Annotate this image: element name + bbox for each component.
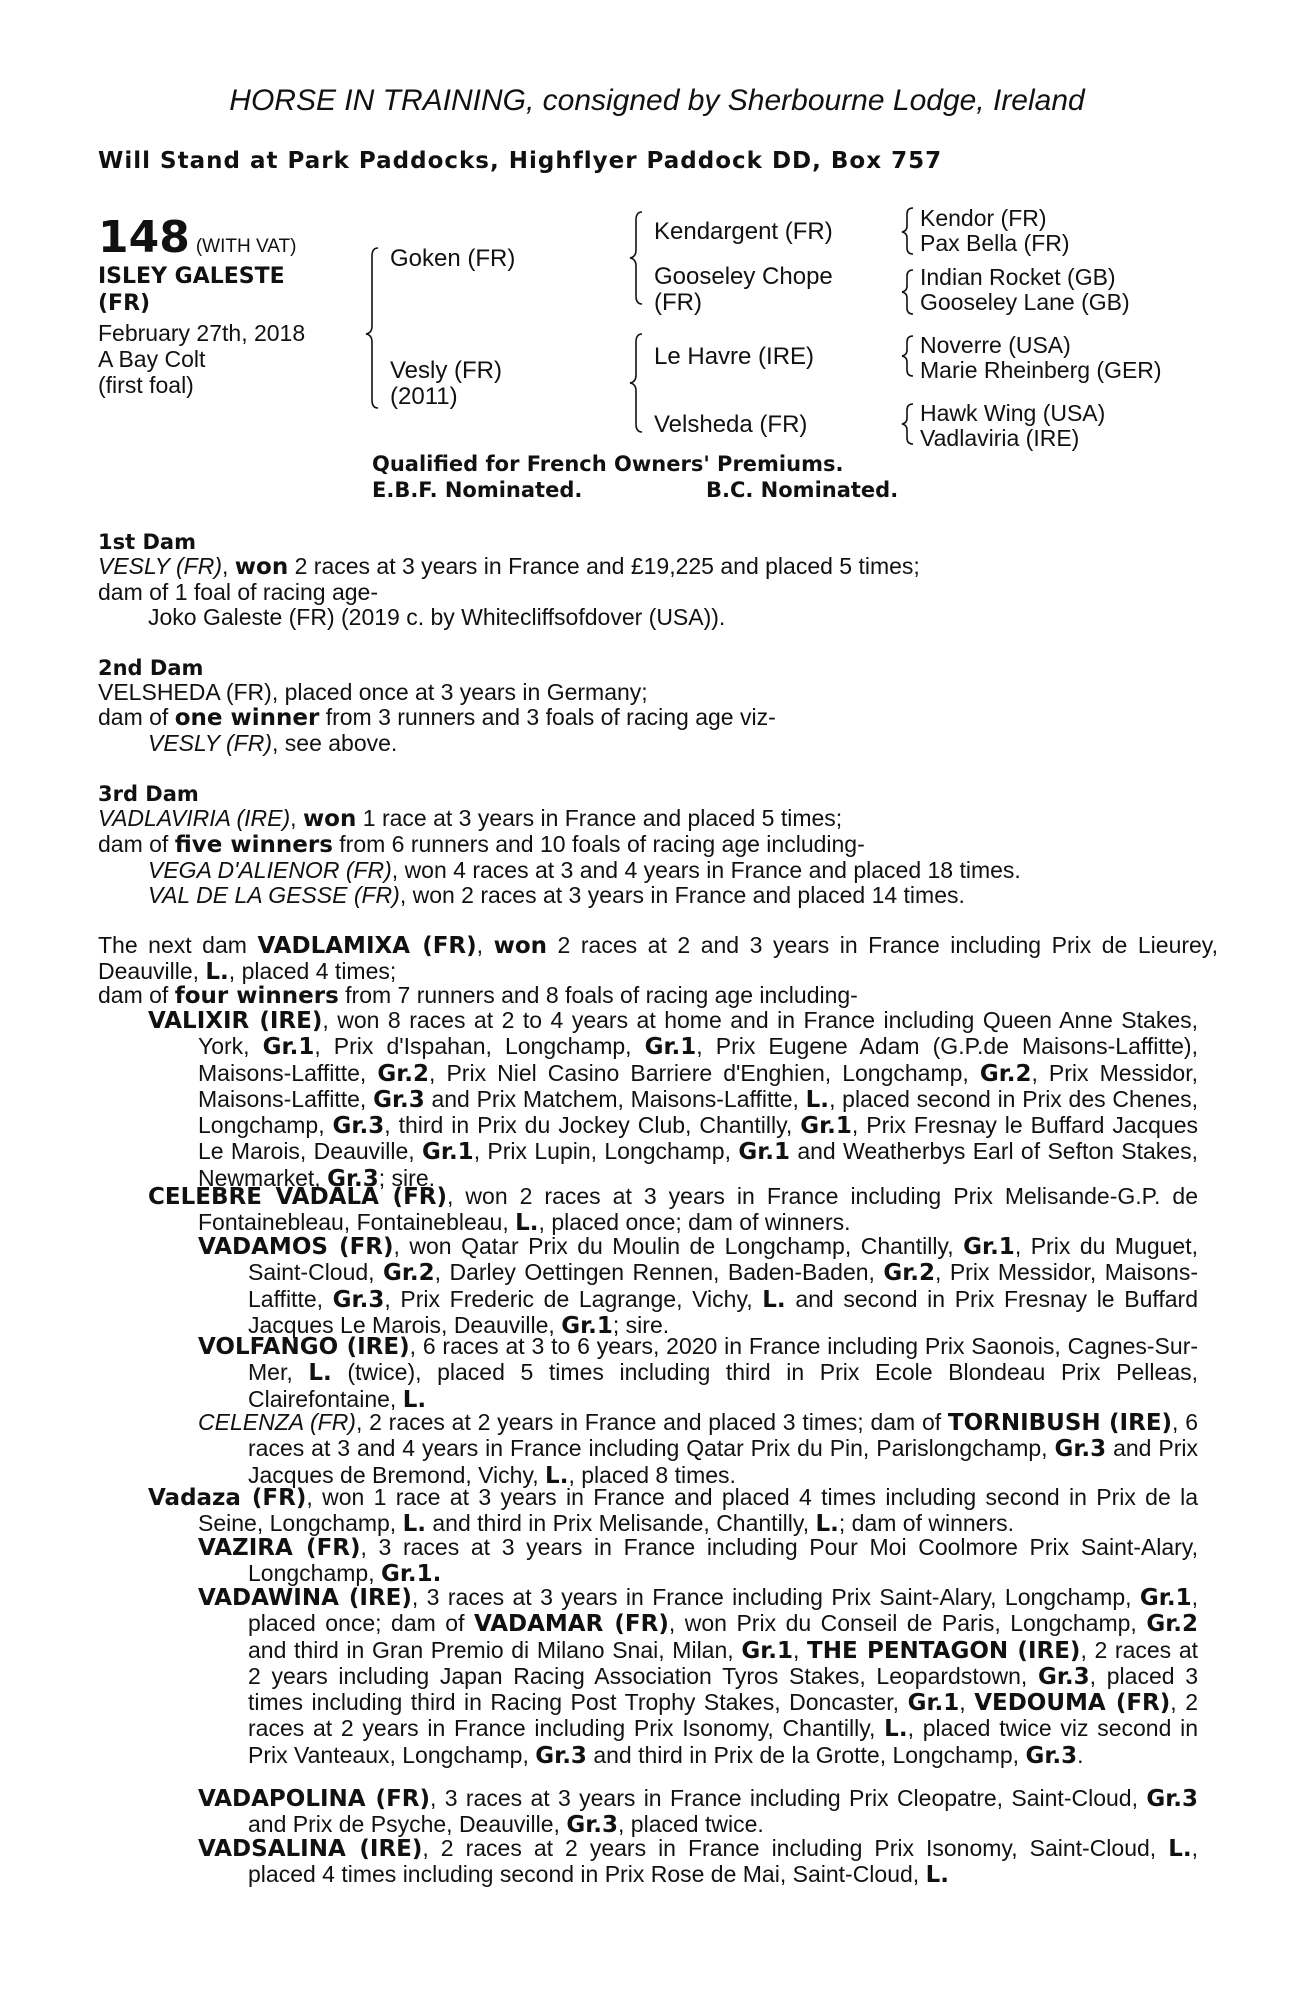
progeny-vadsalina: VADSALINA (IRE), 2 races at 2 years in France including Prix Isonomy, Saint-Cloud, L., placed 4 times including second in Prix Rose de Mai, Saint-Cloud, L. [198,1835,1198,1889]
progeny-volfango: VOLFANGO (IRE), 6 races at 3 to 6 years, 2020 in France including Prix Saonois, Cagnes-Sur-Mer, L. (twice), placed 5 times including third in Prix Ecole Blondeau Prix Pelleas, Clairefontaine, L. [198,1333,1199,1413]
pedigree-dam-dam: Velsheda (FR) [654,411,808,438]
progeny-celebre-vadala: CELEBRE VADALA (FR), won 2 races at 3 years in France including Prix Melisande-G.P. de Fontainebleau, Fontainebleau, L., placed once; dam of winners. [148,1183,1198,1237]
horse-name-line1: ISLEY GALESTE [98,264,285,289]
second-dam-line3: VESLY (FR), see above. [148,730,398,756]
pedigree-g4-6: Marie Rheinberg (GER) [920,357,1162,383]
bracket-g4d [902,404,913,444]
first-dam-line3: Joko Galeste (FR) (2019 c. by Whitecliffsofdover (USA)). [148,604,726,630]
first-dam-line2: dam of 1 foal of racing age- [98,579,378,605]
progeny-vazira: VAZIRA (FR), 3 races at 3 years in France including Pour Moi Coolmore Prix Saint-Alary, Longchamp, Gr.1. [198,1534,1198,1588]
progeny-celenza: CELENZA (FR), 2 races at 2 years in France and placed 3 times; dam of TORNIBUSH (IRE), 6 races at 3 and 4 years in France including Qatar Prix du Pin, Parislongchamp, Gr.3 and Prix Jacques de Bremond, Vichy, L., placed 8 times. [198,1409,1199,1489]
ebf-note: E.B.F. Nominated. [372,478,583,502]
progeny-vadapolina: VADAPOLINA (FR), 3 races at 3 years in France including Prix Cleopatre, Saint-Cloud, Gr.3 and Prix de Psyche, Deauville, Gr.3, placed twice. [198,1785,1198,1839]
third-dam-line2: dam of five winners from 6 runners and 10 foals of racing age including- [98,831,865,858]
first-dam-heading: 1st Dam [98,530,196,554]
pedigree-sire-dam-name: Gooseley Chope [654,263,833,290]
pedigree-sire-dam [654,264,833,316]
pedigree-sire-dam-country: (FR) [654,289,702,316]
pedigree-g4-1: Kendor (FR) [920,205,1047,231]
foal-note: (first foal) [98,372,194,398]
foaling-date: February 27th, 2018 [98,320,306,346]
pedigree-g4-8: Vadlaviria (IRE) [920,425,1080,451]
pedigree-g4-3: Indian Rocket (GB) [920,264,1116,290]
pedigree-sire-sire: Kendargent (FR) [654,218,833,245]
progeny-vadawina: VADAWINA (IRE), 3 races at 3 years in France including Prix Saint-Alary, Longchamp, Gr.1, placed once; dam of VADAMAR (FR), won Prix du Conseil de Paris, Longchamp, Gr.2 and third in Gran Premio di Milano Snai, Milan, Gr.1, THE PENTAGON (IRE), 2 races at 2 years including Japan Racing Association Tyros Stakes, Leopardstown, Gr.3, placed 3 times including third in Racing Post Trophy Stakes, Doncaster, Gr.1, VEDOUMA (FR), 2 races at 2 years in France including Prix Isonomy, Chantilly, L., placed twice viz second in Prix Vanteaux, Longchamp, Gr.3 and third in Prix de la Grotte, Longchamp, Gr.3. [198,1584,1198,1769]
second-dam-line1: VELSHEDA (FR), placed once at 3 years in Germany; [98,679,648,705]
bracket-g4c [902,336,913,376]
lot-number: 148 [98,212,190,263]
bc-note: B.C. Nominated. [706,478,899,502]
bracket-dam [630,334,642,432]
pedigree-g4-5: Noverre (USA) [920,332,1071,358]
pedigree-g4-2: Pax Bella (FR) [920,230,1070,256]
horse-description: A Bay Colt [98,346,206,372]
second-dam-heading: 2nd Dam [98,656,204,680]
first-dam-name: VESLY (FR) [98,553,222,579]
horse-name-line2: (FR) [98,291,151,316]
bracket-g4b [902,270,913,314]
third-dam-line1: VADLAVIRIA (IRE), won 1 race at 3 years in France and placed 5 times; [98,805,843,832]
vat-label: (WITH VAT) [195,236,297,257]
first-dam-line1: VESLY (FR), won 2 races at 3 years in France and £19,225 and placed 5 times; [98,553,920,580]
next-dam-progeny-intro: dam of four winners from 7 runners and 8 foals of racing age including- [98,982,858,1009]
next-dam-paragraph: The next dam VADLAMIXA (FR), won 2 races at 2 and 3 years in France including Prix de Lieurey, Deauville, L., placed 4 times; [98,932,1218,986]
owners-premiums-note: Qualified for French Owners' Premiums. [372,452,844,476]
pedigree-g4-7: Hawk Wing (USA) [920,400,1106,426]
third-dam-line4: VAL DE LA GESSE (FR), won 2 races at 3 years in France and placed 14 times. [148,882,965,908]
pedigree-dam-sire: Le Havre (IRE) [654,343,815,370]
pedigree-sire: Goken (FR) [390,245,516,272]
pedigree-dam-year: (2011) [390,383,458,410]
progeny-vadamos: VADAMOS (FR), won Qatar Prix du Moulin de Longchamp, Chantilly, Gr.1, Prix du Muguet, Saint-Cloud, Gr.2, Darley Oettingen Rennen, Baden-Baden, Gr.2, Prix Messidor, Maisons-Laffitte, Gr.3, Prix Frederic de Lagrange, Vichy, L. and second in Prix Fresnay le Buffard Jacques Le Marois, Deauville, Gr.1; sire. [198,1233,1199,1339]
bracket-g4a [902,208,913,254]
progeny-vadaza: Vadaza (FR), won 1 race at 3 years in France and placed 4 times including second in Prix de la Seine, Longchamp, L. and third in Prix Melisande, Chantilly, L.; dam of winners. [148,1484,1198,1538]
page-title: HORSE IN TRAINING, consigned by Sherbourne Lodge, Ireland [229,84,1085,117]
pedigree-dam [390,358,502,410]
third-dam-line3: VEGA D'ALIENOR (FR), won 4 races at 3 and 4 years in France and placed 18 times. [148,857,1021,883]
progeny-valixir: VALIXIR (IRE), won 8 races at 2 to 4 years at home and in France including Queen Anne Stakes, York, Gr.1, Prix d'Ispahan, Longchamp, Gr.1, Prix Eugene Adam (G.P.de Maisons-Laffitte), Maisons-Laffitte, Gr.2, Prix Niel Casino Barriere d'Enghien, Longchamp, Gr.2, Prix Messidor, Maisons-Laffitte, Gr.3 and Prix Matchem, Maisons-Laffitte, L., placed second in Prix des Chenes, Longchamp, Gr.3, third in Prix du Jockey Club, Chantilly, Gr.1, Prix Fresnay le Buffard Jacques Le Marois, Deauville, Gr.1, Prix Lupin, Longchamp, Gr.1 and Weatherbys Earl of Sefton Stakes, Newmarket, Gr.3; sire. [148,1007,1199,1192]
pedigree-dam-name: Vesly (FR) [390,357,503,384]
pedigree-g4-4: Gooseley Lane (GB) [920,289,1130,315]
first-dam-section [98,530,1218,630]
second-dam-line2: dam of one winner from 3 runners and 3 foals of racing age viz- [98,704,776,731]
third-dam-heading: 3rd Dam [98,782,199,806]
bracket-sire [630,212,642,304]
stand-location: Will Stand at Park Paddocks, Highflyer Paddock DD, Box 757 [98,148,943,174]
bracket-main [366,248,378,408]
third-dam-section [98,782,1218,908]
second-dam-section [98,656,1218,756]
